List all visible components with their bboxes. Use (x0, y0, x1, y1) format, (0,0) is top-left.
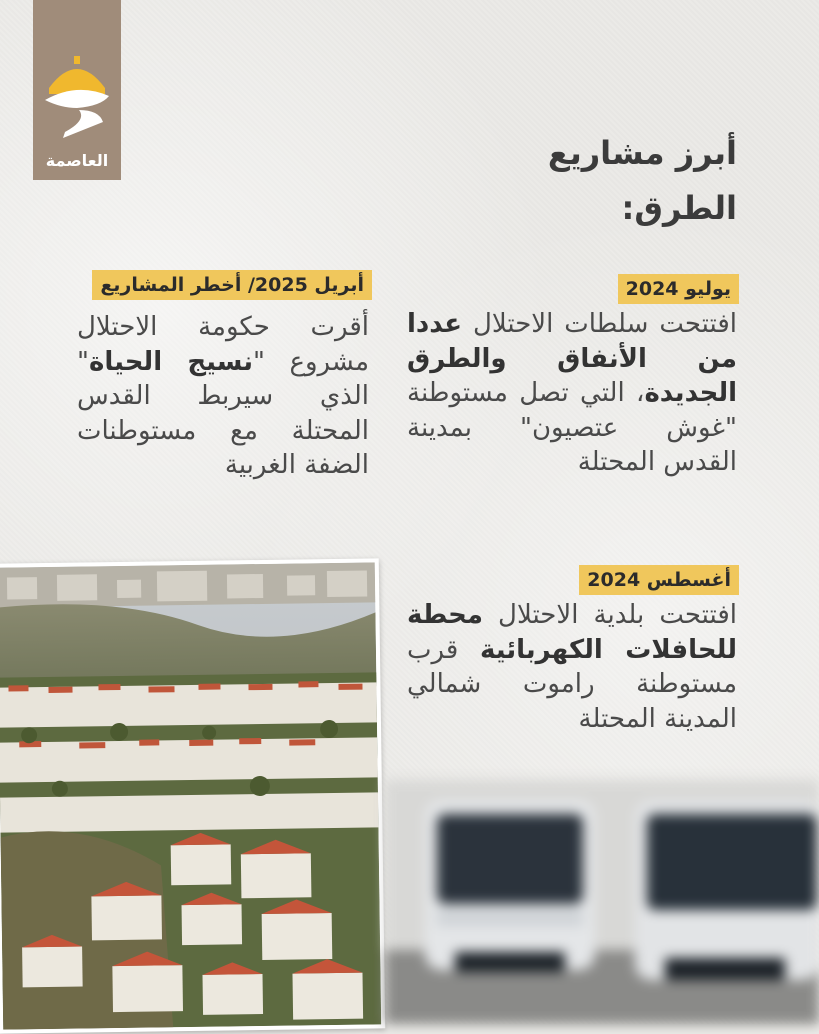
paragraph-april-text-1: أقرت حكومة الاحتلال مشروع " (77, 312, 369, 377)
settlement-photo (0, 562, 381, 1029)
logo-text: العاصمة (45, 151, 109, 170)
title-line-2: الطرق: (621, 189, 737, 227)
settlement-photo-card (0, 558, 385, 1033)
paragraph-april-bold: نسيج الحياة (88, 346, 253, 377)
paragraph-august-text-1: افتتحت بلدية الاحتلال (482, 600, 737, 630)
page-title (437, 126, 737, 236)
paragraph-april-text-2: " الذي سيربط القدس المحتلة مع مستوطنات الضفة الغربية (77, 346, 369, 480)
dome-logo-icon (41, 52, 113, 142)
date-tag-april: أبريل 2025/ أخطر المشاريع (92, 270, 372, 300)
paragraph-august-text-2: قرب مستوطنة راموت شمالي المدينة المحتلة (407, 634, 737, 734)
paragraph-august (407, 598, 737, 736)
date-tag-july: يوليو 2024 (618, 274, 739, 304)
paragraph-july-text-2: ، التي تصل مستوطنة "غوش عتصيون" بمدينة القدس المحتلة (407, 378, 737, 477)
bus-photo (385, 780, 819, 1024)
logo (33, 0, 121, 180)
paragraph-april (77, 310, 369, 483)
date-tag-august: أغسطس 2024 (579, 565, 739, 595)
paragraph-july (407, 307, 737, 480)
paragraph-july-text-1: افتتحت سلطات الاحتلال (462, 309, 737, 339)
paragraph-august-bold: محطة للحافلات الكهربائية (407, 600, 738, 665)
paragraph-july-bold: عددا من الأنفاق والطرق الجديدة (407, 309, 737, 408)
title-line-1: أبرز مشاريع (547, 134, 737, 172)
